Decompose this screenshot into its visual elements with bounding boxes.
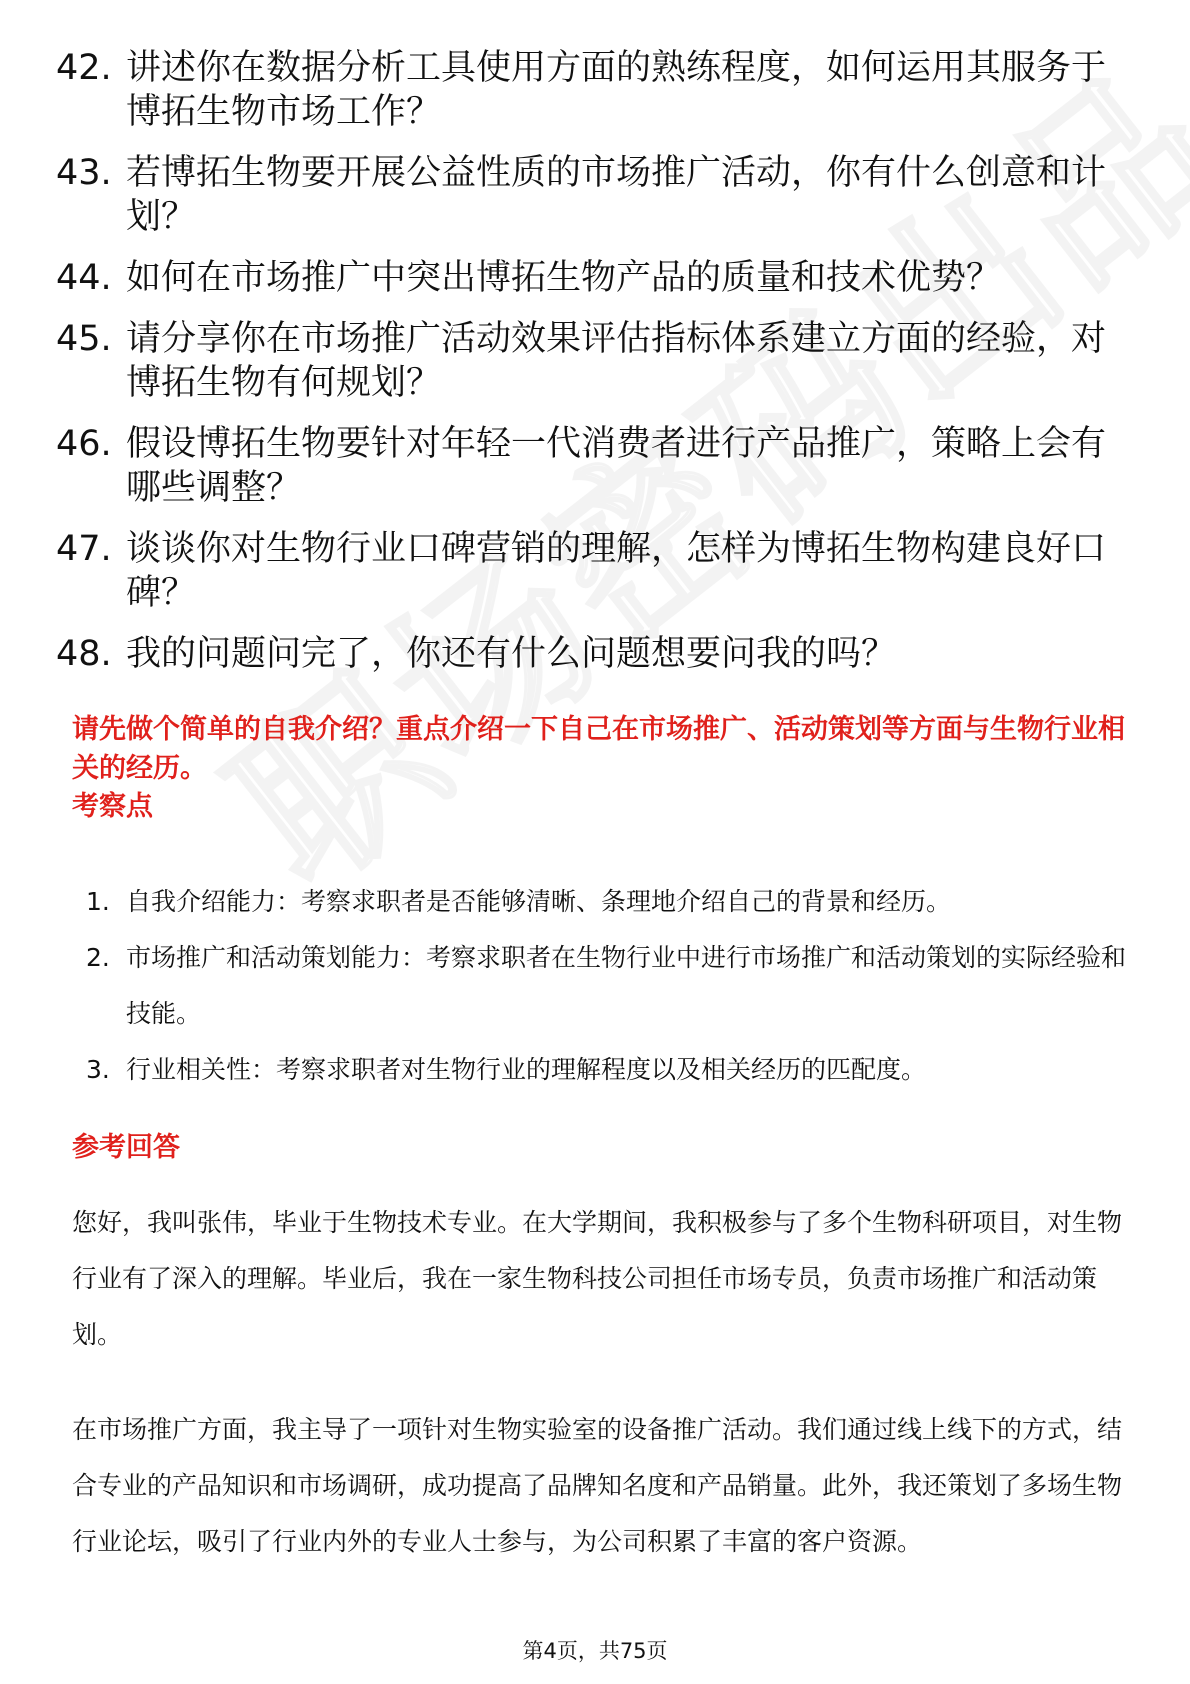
question-text: 请分享你在市场推广活动效果评估指标体系建立方面的经验，对博拓生物有何规划？ xyxy=(126,319,1107,403)
question-item xyxy=(56,256,1136,300)
focus-point-number: 1. xyxy=(86,887,110,916)
focus-point-text: 行业相关性：考察求职者对生物行业的理解程度以及相关经历的匹配度。 xyxy=(126,1055,927,1084)
question-number: 42. xyxy=(56,48,112,88)
question-text: 谈谈你对生物行业口碑营销的理解，怎样为博拓生物构建良好口碑？ xyxy=(126,529,1107,613)
question-number: 43. xyxy=(56,153,112,193)
question-item xyxy=(56,422,1136,510)
question-text: 若博拓生物要开展公益性质的市场推广活动，你有什么创意和计划？ xyxy=(126,153,1107,237)
focus-point-text: 市场推广和活动策划能力：考察求职者在生物行业中进行市场推广和活动策划的实际经验和技能。 xyxy=(126,943,1127,1028)
answer-heading: 参考回答 xyxy=(72,1132,180,1163)
question-text: 讲述你在数据分析工具使用方面的熟练程度，如何运用其服务于博拓生物市场工作？ xyxy=(126,48,1107,132)
focus-point xyxy=(86,874,1136,930)
answer-paragraph: 在市场推广方面，我主导了一项针对生物实验室的设备推广活动。我们通过线上线下的方式，结合专业的产品知识和市场调研，成功提高了品牌知名度和产品销量。此外，我还策划了多场生物行业论坛，吸引了行业内外的专业人士参与，为公司积累了丰富的客户资源。 xyxy=(72,1415,1123,1556)
question-text: 我的问题问完了，你还有什么问题想要问我的吗？ xyxy=(126,634,897,674)
question-number: 46. xyxy=(56,424,112,464)
question-item xyxy=(56,151,1136,239)
answer-paragraph: 您好，我叫张伟，毕业于生物技术专业。在大学期间，我积极参与了多个生物科研项目，对生物行业有了深入的理解。毕业后，我在一家生物科技公司担任市场专员，负责市场推广和活动策划。 xyxy=(72,1208,1123,1349)
question-item xyxy=(56,46,1136,134)
section-title: 请先做个简单的自我介绍？重点介绍一下自己在市场推广、活动策划等方面与生物行业相关的经历。 xyxy=(72,714,1125,784)
question-number: 44. xyxy=(56,258,112,298)
question-number: 47. xyxy=(56,529,112,569)
question-item xyxy=(56,527,1136,615)
question-text: 假设博拓生物要针对年轻一代消费者进行产品推广，策略上会有哪些调整？ xyxy=(126,424,1107,508)
question-item xyxy=(56,632,1136,676)
question-number: 45. xyxy=(56,319,112,359)
focus-point xyxy=(86,1042,1136,1098)
question-item xyxy=(56,317,1136,405)
focus-point-number: 3. xyxy=(86,1055,110,1084)
focus-point-text: 自我介绍能力：考察求职者是否能够清晰、条理地介绍自己的背景和经历。 xyxy=(126,887,952,916)
focus-heading: 考察点 xyxy=(72,791,153,822)
question-list xyxy=(56,46,1136,693)
page-number: 第4页，共75页 xyxy=(522,1639,668,1663)
question-text: 如何在市场推广中突出博拓生物产品的质量和技术优势？ xyxy=(126,258,1002,298)
focus-point-list xyxy=(86,874,1136,1098)
question-number: 48. xyxy=(56,634,112,674)
focus-point xyxy=(86,930,1136,1042)
focus-point-number: 2. xyxy=(86,943,110,972)
